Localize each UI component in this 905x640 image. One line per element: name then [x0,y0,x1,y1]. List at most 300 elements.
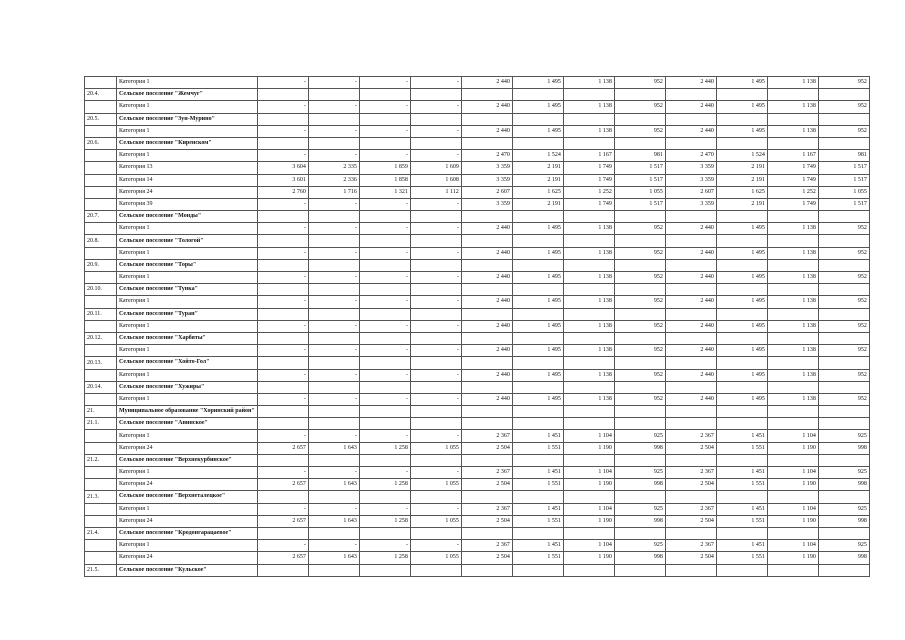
value-cell: 1 551 [512,442,563,454]
row-code [85,247,117,259]
empty-cell [512,527,563,539]
empty-cell [818,235,869,247]
row-code [85,467,117,479]
empty-cell [512,332,563,344]
value-cell: 2 191 [512,198,563,210]
empty-cell [767,259,818,271]
empty-cell [665,406,716,418]
category-label: Категория 1 [117,77,258,89]
value-cell: 925 [818,503,869,515]
empty-cell [257,259,308,271]
value-cell: 2 440 [461,345,512,357]
value-cell: 2 504 [461,552,512,564]
empty-cell [818,454,869,466]
section-header-row [85,259,870,271]
row-code [85,442,117,454]
value-cell: 1 495 [512,101,563,113]
value-cell: - [410,345,461,357]
value-cell: 2 504 [665,442,716,454]
empty-cell [359,137,410,149]
empty-cell [359,89,410,101]
value-cell: 1 517 [614,162,665,174]
value-cell: 2 760 [257,186,308,198]
row-label: Сельское поселение "Верхнеталецкое" [117,491,258,503]
empty-cell [614,89,665,101]
row-code: 20.5. [85,113,117,125]
value-cell: 998 [614,442,665,454]
table-row [85,198,870,210]
category-label: Категория 24 [117,442,258,454]
value-cell: - [359,540,410,552]
empty-cell [665,259,716,271]
row-code [85,272,117,284]
empty-cell [767,137,818,149]
empty-cell [461,491,512,503]
empty-cell [308,308,359,320]
value-cell: 1 258 [359,479,410,491]
empty-cell [257,491,308,503]
empty-cell [359,284,410,296]
value-cell: - [410,296,461,308]
value-cell: 2 367 [665,467,716,479]
empty-cell [410,418,461,430]
value-cell: - [308,77,359,89]
value-cell: - [410,198,461,210]
empty-cell [767,284,818,296]
empty-cell [359,308,410,320]
value-cell: 3 604 [257,162,308,174]
value-cell: 2 504 [461,479,512,491]
empty-cell [512,381,563,393]
value-cell: 952 [818,369,869,381]
empty-cell [461,211,512,223]
empty-cell [563,137,614,149]
row-code [85,345,117,357]
value-cell: - [308,101,359,113]
empty-cell [308,527,359,539]
value-cell: 3 359 [665,162,716,174]
value-cell: 1 517 [818,174,869,186]
empty-cell [665,89,716,101]
value-cell: 952 [818,296,869,308]
row-label: Сельское поселение "Зун-Мурино" [117,113,258,125]
value-cell: 2 504 [461,515,512,527]
value-cell: 1 138 [767,125,818,137]
empty-cell [716,406,767,418]
value-cell: 981 [614,150,665,162]
row-label: Сельское поселение "Торы" [117,259,258,271]
section-header-row [85,381,870,393]
value-cell: 925 [818,430,869,442]
empty-cell [308,284,359,296]
empty-cell [818,89,869,101]
value-cell: - [410,540,461,552]
value-cell: - [257,467,308,479]
empty-cell [359,381,410,393]
value-cell: 1 749 [767,198,818,210]
row-code: 20.6. [85,137,117,149]
section-header-row [85,406,870,418]
value-cell: - [359,198,410,210]
section-header-row [85,418,870,430]
value-cell: 3 359 [665,174,716,186]
value-cell: - [359,150,410,162]
empty-cell [308,357,359,369]
value-cell: 2 440 [665,77,716,89]
value-cell: 925 [614,430,665,442]
empty-cell [308,332,359,344]
value-cell: 952 [818,77,869,89]
value-cell: 2 440 [461,101,512,113]
value-cell: - [410,125,461,137]
row-label: Сельское поселение "Монды" [117,211,258,223]
value-cell: - [308,198,359,210]
value-cell: 2 367 [461,467,512,479]
empty-cell [767,491,818,503]
value-cell: 1 495 [512,320,563,332]
empty-cell [410,259,461,271]
empty-cell [257,137,308,149]
empty-cell [512,418,563,430]
empty-cell [359,357,410,369]
value-cell: 2 440 [665,247,716,259]
value-cell: - [257,101,308,113]
empty-cell [614,406,665,418]
value-cell: 1 138 [767,272,818,284]
value-cell: 1 495 [512,247,563,259]
value-cell: - [308,247,359,259]
value-cell: 1 524 [512,150,563,162]
value-cell: 1 055 [614,186,665,198]
value-cell: 1 451 [512,540,563,552]
value-cell: 952 [614,101,665,113]
value-cell: 2 440 [461,369,512,381]
value-cell: 1 517 [818,198,869,210]
row-code [85,162,117,174]
value-cell: 1 138 [563,247,614,259]
value-cell: 1 451 [512,503,563,515]
value-cell: 2 504 [665,479,716,491]
value-cell: 1 551 [716,479,767,491]
row-code [85,223,117,235]
value-cell: - [410,101,461,113]
row-code [85,296,117,308]
empty-cell [512,89,563,101]
value-cell: 952 [614,393,665,405]
empty-cell [563,381,614,393]
empty-cell [308,454,359,466]
empty-cell [410,406,461,418]
value-cell: 925 [818,540,869,552]
empty-cell [257,418,308,430]
row-code [85,174,117,186]
section-header-row [85,332,870,344]
value-cell: 952 [818,223,869,235]
empty-cell [614,332,665,344]
value-cell: 1 138 [563,369,614,381]
empty-cell [359,332,410,344]
empty-cell [410,381,461,393]
empty-cell [410,454,461,466]
table-row [85,430,870,442]
empty-cell [614,491,665,503]
table-row [85,247,870,259]
table-row [85,515,870,527]
value-cell: 1 104 [563,540,614,552]
empty-cell [563,564,614,576]
table-row [85,150,870,162]
value-cell: 2 367 [461,540,512,552]
row-code: 21. [85,406,117,418]
empty-cell [818,491,869,503]
empty-cell [716,235,767,247]
value-cell: 1 451 [716,467,767,479]
value-cell: 1 451 [716,430,767,442]
empty-cell [563,235,614,247]
row-label: Сельское поселение "Хужиры" [117,381,258,393]
value-cell: 952 [818,345,869,357]
empty-cell [716,454,767,466]
value-cell: 1 551 [716,442,767,454]
row-code: 20.12. [85,332,117,344]
value-cell: 1 517 [614,174,665,186]
value-cell: 1 104 [563,467,614,479]
empty-cell [512,284,563,296]
empty-cell [665,418,716,430]
empty-cell [563,527,614,539]
empty-cell [716,259,767,271]
category-label: Категория 1 [117,296,258,308]
empty-cell [563,113,614,125]
empty-cell [308,491,359,503]
empty-cell [716,211,767,223]
empty-cell [716,381,767,393]
value-cell: 3 359 [461,174,512,186]
empty-cell [308,235,359,247]
value-cell: - [308,467,359,479]
value-cell: 1 138 [767,345,818,357]
value-cell: 952 [818,393,869,405]
value-cell: - [257,345,308,357]
row-label: Сельское поселение "Киренском" [117,137,258,149]
value-cell: 1 190 [563,479,614,491]
value-cell: 1 625 [716,186,767,198]
table-row [85,369,870,381]
value-cell: 1 190 [563,515,614,527]
table-row [85,552,870,564]
empty-cell [716,284,767,296]
value-cell: 2 440 [461,125,512,137]
empty-cell [665,357,716,369]
row-code: 20.7. [85,211,117,223]
category-label: Категория 1 [117,272,258,284]
value-cell: 1 495 [512,369,563,381]
row-code: 21.2. [85,454,117,466]
empty-cell [512,308,563,320]
value-cell: 1 055 [410,515,461,527]
value-cell: - [359,101,410,113]
empty-cell [257,308,308,320]
value-cell: 2 440 [665,320,716,332]
value-cell: - [359,272,410,284]
category-label: Категория 1 [117,247,258,259]
value-cell: - [308,272,359,284]
value-cell: 1 495 [716,320,767,332]
value-cell: 2 191 [512,162,563,174]
row-code: 20.13. [85,357,117,369]
value-cell: 2 191 [716,162,767,174]
value-cell: - [359,467,410,479]
value-cell: 952 [818,247,869,259]
value-cell: 2 440 [461,296,512,308]
value-cell: - [257,393,308,405]
empty-cell [512,113,563,125]
value-cell: 1 749 [563,174,614,186]
value-cell: 3 359 [461,162,512,174]
value-cell: 952 [614,272,665,284]
value-cell: 952 [818,320,869,332]
row-code [85,77,117,89]
value-cell: 2 657 [257,515,308,527]
value-cell: 1 138 [563,345,614,357]
empty-cell [665,527,716,539]
row-label: Сельское поселение "Верхнекурбинское" [117,454,258,466]
empty-cell [716,89,767,101]
value-cell: - [410,430,461,442]
empty-cell [563,418,614,430]
empty-cell [614,454,665,466]
value-cell: 1 551 [512,515,563,527]
value-cell: - [359,503,410,515]
value-cell: 952 [614,125,665,137]
empty-cell [716,491,767,503]
row-code: 20.4. [85,89,117,101]
value-cell: 1 104 [767,503,818,515]
value-cell: 1 495 [512,223,563,235]
empty-cell [359,211,410,223]
empty-cell [614,137,665,149]
section-header-row [85,113,870,125]
empty-cell [461,381,512,393]
value-cell: 1 190 [767,479,818,491]
value-cell: 2 470 [461,150,512,162]
empty-cell [818,308,869,320]
empty-cell [512,235,563,247]
value-cell: - [308,125,359,137]
table-row [85,101,870,113]
empty-cell [767,89,818,101]
value-cell: 952 [614,320,665,332]
category-label: Категория 1 [117,369,258,381]
value-cell: 1 138 [563,223,614,235]
value-cell: 1 138 [767,77,818,89]
value-cell: 2 440 [665,296,716,308]
category-label: Категория 1 [117,320,258,332]
row-code [85,198,117,210]
value-cell: 2 607 [665,186,716,198]
value-cell: - [410,77,461,89]
value-cell: 2 657 [257,442,308,454]
value-cell: - [410,223,461,235]
table-row [85,296,870,308]
empty-cell [563,332,614,344]
value-cell: 1 643 [308,515,359,527]
category-label: Категория 24 [117,479,258,491]
value-cell: - [257,540,308,552]
row-code [85,515,117,527]
value-cell: 1 138 [767,393,818,405]
empty-cell [512,454,563,466]
value-cell: 1 609 [410,162,461,174]
table-row [85,320,870,332]
row-code [85,150,117,162]
empty-cell [665,381,716,393]
section-header-row [85,284,870,296]
value-cell: 2 335 [308,162,359,174]
value-cell: 1 104 [563,430,614,442]
category-label: Категория 1 [117,503,258,515]
value-cell: 1 138 [767,369,818,381]
empty-cell [308,564,359,576]
value-cell: 1 451 [512,430,563,442]
value-cell: 1 716 [308,186,359,198]
empty-cell [359,259,410,271]
value-cell: 925 [614,540,665,552]
table-row [85,540,870,552]
empty-cell [818,406,869,418]
value-cell: 1 643 [308,479,359,491]
value-cell: 1 190 [767,515,818,527]
category-label: Категория 24 [117,186,258,198]
empty-cell [563,454,614,466]
value-cell: 998 [818,515,869,527]
value-cell: 1 055 [818,186,869,198]
empty-cell [614,113,665,125]
empty-cell [563,89,614,101]
value-cell: 998 [818,552,869,564]
value-cell: - [410,467,461,479]
value-cell: 2 440 [665,272,716,284]
row-code: 21.4. [85,527,117,539]
value-cell: 2 367 [665,503,716,515]
empty-cell [461,137,512,149]
category-label: Категория 1 [117,467,258,479]
empty-cell [257,89,308,101]
value-cell: 2 191 [716,198,767,210]
value-cell: - [257,198,308,210]
row-code [85,430,117,442]
row-code [85,552,117,564]
empty-cell [665,564,716,576]
value-cell: 1 138 [767,296,818,308]
value-cell: 952 [614,296,665,308]
section-header-row [85,527,870,539]
table-row [85,345,870,357]
value-cell: 2 367 [665,430,716,442]
row-code: 21.5. [85,564,117,576]
value-cell: - [257,503,308,515]
value-cell: 1 138 [767,101,818,113]
value-cell: 2 440 [665,125,716,137]
row-code [85,125,117,137]
table-row [85,162,870,174]
value-cell: 1 252 [563,186,614,198]
empty-cell [308,381,359,393]
value-cell: 2 440 [665,101,716,113]
value-cell: 952 [818,101,869,113]
value-cell: 1 138 [563,272,614,284]
empty-cell [563,284,614,296]
